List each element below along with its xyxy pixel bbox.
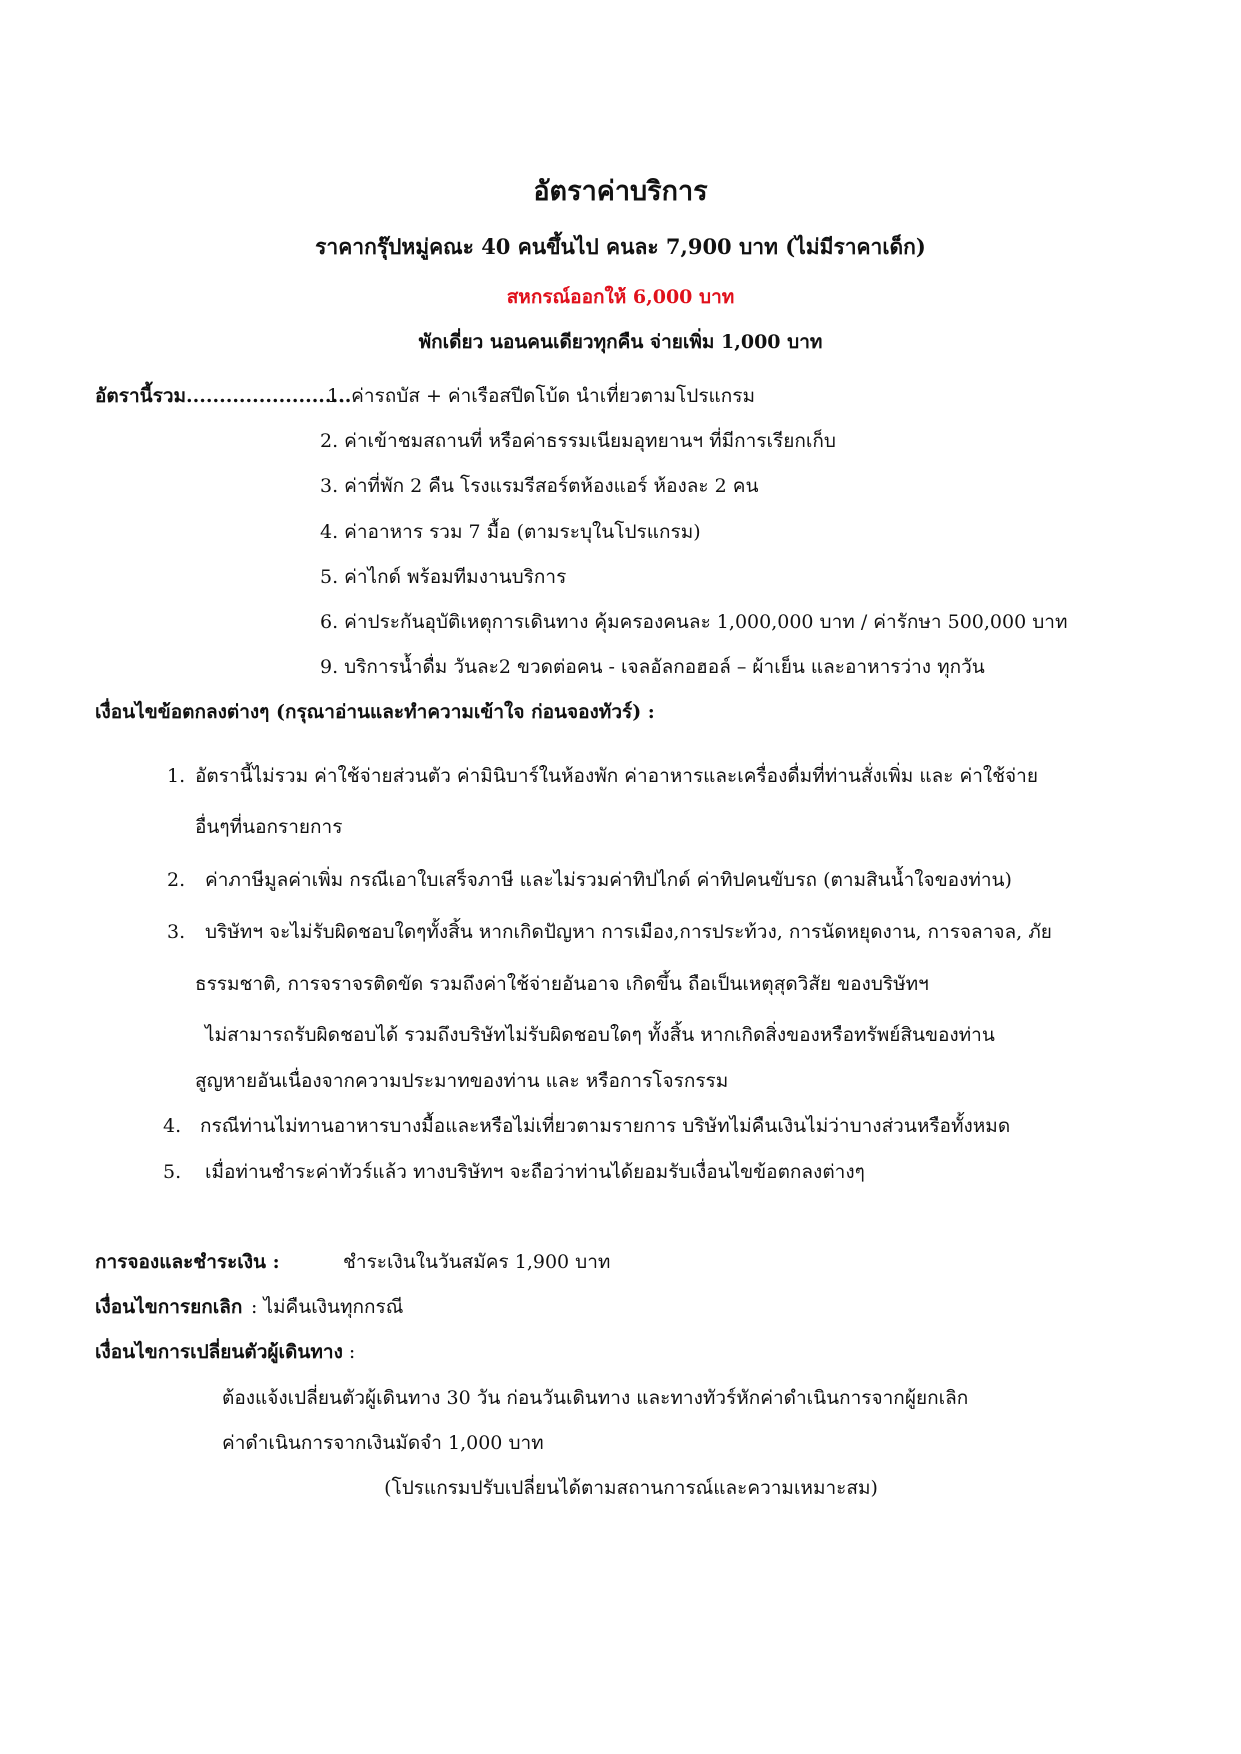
- includes-item: 9. บริการน้ำดื่ม วันละ2 ขวดต่อคน - เจลอัลกอฮอล์ – ผ้าเย็น และอาหารว่าง ทุกวัน: [320, 656, 985, 678]
- page-title: อัตราค่าบริการ: [533, 176, 708, 207]
- condition-number: 2.: [167, 869, 186, 891]
- includes-item: 1. ค่ารถบัส + ค่าเรือสปีดโบ้ด นำเที่ยวตามโปรแกรม: [327, 385, 756, 407]
- price-line: ราคากรุ๊ปหมู่คณะ 40 คนขึ้นไป คนละ 7,900 บาท (ไม่มีราคาเด็ก): [315, 234, 926, 259]
- includes-item: 5. ค่าไกด์ พร้อมทีมงานบริการ: [320, 566, 567, 588]
- includes-item: 6. ค่าประกันอุบัติเหตุการเดินทาง คุ้มครองคนละ 1,000,000 บาท / ค่ารักษา 500,000 บาท: [320, 611, 1068, 633]
- coop-subsidy-line: สหกรณ์ออกให้ 6,000 บาท: [506, 286, 735, 308]
- booking-label: การจองและชำระเงิน :: [95, 1251, 280, 1273]
- cancel-value: : ไม่คืนเงินทุกกรณี: [251, 1296, 404, 1318]
- includes-label: อัตรานี้รวม.........................: [95, 385, 352, 407]
- change-line: ค่าดำเนินการจากเงินมัดจำ 1,000 บาท: [222, 1432, 544, 1454]
- condition-line: ค่าภาษีมูลค่าเพิ่ม กรณีเอาใบเสร็จภาษี และไม่รวมค่าทิปไกด์ ค่าทิปคนขับรถ (ตามสินน้ำใจของท่าน): [205, 869, 1012, 891]
- footer-note: (โปรแกรมปรับเปลี่ยนได้ตามสถานการณ์และความเหมาะสม): [384, 1477, 878, 1499]
- condition-number: 5.: [163, 1161, 182, 1183]
- condition-number: 3.: [167, 921, 186, 943]
- change-line: ต้องแจ้งเปลี่ยนตัวผู้เดินทาง 30 วัน ก่อนวันเดินทาง และทางทัวร์หักค่าดำเนินการจากผู้ยกเลิก: [222, 1387, 969, 1409]
- booking-value: ชำระเงินในวันสมัคร 1,900 บาท: [343, 1251, 611, 1273]
- condition-number: 4.: [163, 1115, 182, 1137]
- cancel-label: เงื่อนไขการยกเลิก: [95, 1296, 243, 1318]
- condition-line: กรณีท่านไม่ทานอาหารบางมื้อและหรือไม่เที่ยวตามรายการ บริษัทไม่คืนเงินไม่ว่าบางส่วนหรือทั้งหมด: [200, 1115, 1011, 1137]
- condition-line: ธรรมชาติ, การจราจรติดขัด รวมถึงค่าใช้จ่ายอันอาจ เกิดขึ้น ถือเป็นเหตุสุดวิสัย ของบริษัทฯ: [195, 973, 929, 995]
- condition-line: สูญหายอันเนื่องจากความประมาทของท่าน และ หรือการโจรกรรม: [195, 1070, 729, 1092]
- includes-item: 2. ค่าเข้าชมสถานที่ หรือค่าธรรมเนียมอุทยานฯ ที่มีการเรียกเก็บ: [320, 430, 836, 452]
- change-label-row: [95, 1343, 355, 1362]
- condition-line: อื่นๆที่นอกรายการ: [195, 816, 343, 838]
- single-room-line: พักเดี่ยว นอนคนเดียวทุกคืน จ่ายเพิ่ม 1,000 บาท: [418, 331, 823, 353]
- condition-line: ไม่สามารถรับผิดชอบได้ รวมถึงบริษัทไม่รับผิดชอบใดๆ ทั้งสิ้น หากเกิดสิ่งของหรือทรัพย์สินของท่าน: [205, 1024, 995, 1046]
- change-colon: :: [342, 1341, 356, 1363]
- includes-item: 4. ค่าอาหาร รวม 7 มื้อ (ตามระบุในโปรแกรม): [320, 521, 701, 543]
- change-label: เงื่อนไขการเปลี่ยนตัวผู้เดินทาง: [95, 1341, 343, 1363]
- condition-line: บริษัทฯ จะไม่รับผิดชอบใดๆทั้งสิ้น หากเกิดปัญหา การเมือง,การประท้วง, การนัดหยุดงาน, การจลาจล, ภัย: [205, 921, 1052, 943]
- condition-line: อัตรานี้ไม่รวม ค่าใช้จ่ายส่วนตัว ค่ามินิบาร์ในห้องพัก ค่าอาหารและเครื่องดื่มที่ท่านสั่งเพิ่ม และ ค่าใช้จ่าย: [195, 765, 1038, 787]
- includes-item: 3. ค่าที่พัก 2 คืน โรงแรมรีสอร์ตห้องแอร์ ห้องละ 2 คน: [320, 475, 759, 497]
- conditions-heading: เงื่อนไขข้อตกลงต่างๆ (กรุณาอ่านและทำความเข้าใจ ก่อนจองทัวร์) :: [95, 701, 655, 723]
- condition-number: 1.: [167, 765, 186, 787]
- condition-line: เมื่อท่านชำระค่าทัวร์แล้ว ทางบริษัทฯ จะถือว่าท่านได้ยอมรับเงื่อนไขข้อตกลงต่างๆ: [205, 1161, 865, 1183]
